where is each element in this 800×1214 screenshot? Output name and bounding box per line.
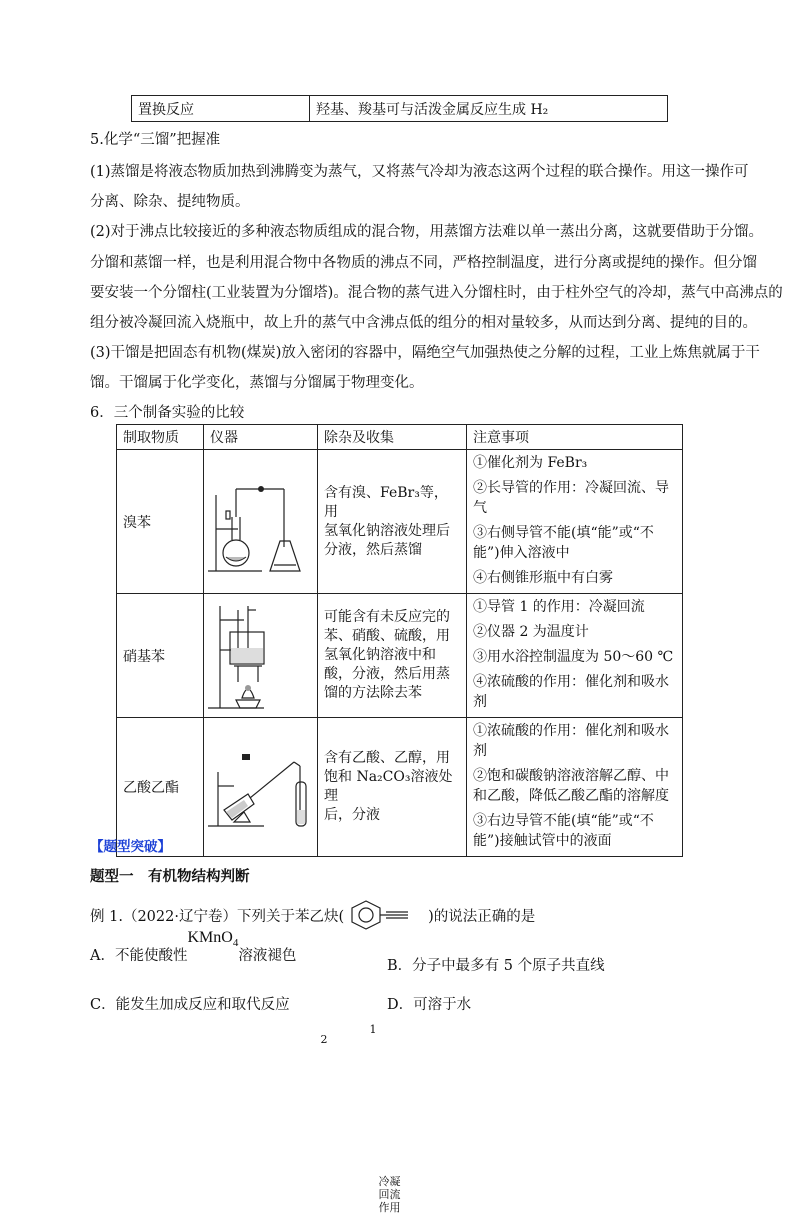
apparatus-label-1: 1 <box>369 1022 377 1036</box>
top-table <box>131 95 668 122</box>
option-b: B．分子中最多有 5 个原子共直线 <box>387 958 605 974</box>
kmno4-sub: 4 <box>232 937 239 949</box>
apparatus-label-line: 作用 <box>378 1200 401 1214</box>
note-line: ③用水浴控制温度为 50～60 ℃ <box>473 649 674 665</box>
row-name-nitrobenzene: 硝基苯 <box>117 594 204 718</box>
purify-line: 后，分液 <box>324 807 380 823</box>
section5-p4-line1: (3)干馏是把固态有机物(煤炭)放入密闭的容器中，隔绝空气加强热使之分解的过程，工业上炼焦就属于干 <box>90 345 760 361</box>
note-line: 能”)接触试管中的液面 <box>473 833 612 849</box>
purify-line: 氢氧化钠溶液处理后 <box>324 522 450 539</box>
purify-line: 含有溴、FeBr₃等，用 <box>324 484 448 520</box>
option-a-suffix: 溶液褪色 <box>238 948 297 964</box>
apparatus-label-condense <box>379 1175 401 1214</box>
header-substance: 制取物质 <box>117 425 204 450</box>
apparatus-label-2: 2 <box>320 1032 328 1046</box>
purify-line: 含有乙酸、乙醇，用 <box>324 750 450 766</box>
option-d: D．可溶于水 <box>387 997 472 1013</box>
notes-cell <box>467 450 683 594</box>
note-line: ①催化剂为 FeBr₃ <box>473 455 588 471</box>
option-a-prefix: A．不能使酸性 <box>90 948 188 964</box>
option-a <box>90 928 297 967</box>
section5-p3-line1: 分馏和蒸馏一样，也是利用混合物中各物质的沸点不同，严格控制温度，进行分离或提纯的操作。但分馏 <box>90 255 757 271</box>
apparatus-cell <box>204 450 318 594</box>
example-suffix: )的说法正确的是 <box>428 908 536 925</box>
note-line: 剂 <box>473 694 487 710</box>
note-line: ②长导管的作用：冷凝回流、导 <box>473 480 669 496</box>
purify-line: 馏的方法除去苯 <box>324 685 422 701</box>
purify-line: 酸，分液，然后用蒸 <box>324 666 450 682</box>
question-type-title: 题型一 有机物结构判断 <box>90 868 250 885</box>
row-name-ethyl-acetate: 乙酸乙酯 <box>117 718 204 857</box>
kmno4-text: KMnO <box>187 928 233 946</box>
note-line: ②仪器 2 为温度计 <box>473 624 589 640</box>
phenylacetylene-structure-icon <box>346 898 426 932</box>
purify-cell <box>318 718 467 857</box>
purify-line: 苯、硝酸、硫酸，用 <box>324 628 450 644</box>
section6-heading: 6．三个制备实验的比较 <box>90 405 245 421</box>
purify-line: 分液，然后蒸馏 <box>324 541 422 558</box>
section5-heading: 5.化学“三馏”把握准 <box>90 132 221 148</box>
notes-cell <box>467 718 683 857</box>
section5-p2-line1: (2)对于沸点比较接近的多种液态物质组成的混合物，用蒸馏方法难以单一蒸出分离，这就要借助于分馏。 <box>90 224 764 240</box>
option-a-formula <box>187 929 238 949</box>
purify-cell <box>318 594 467 718</box>
apparatus-label-line: 回流 <box>378 1187 401 1201</box>
nitrobenzene-apparatus-diagram <box>204 600 316 712</box>
note-line: ③右侧导管不能(填“能”或“不 <box>473 525 654 541</box>
header-purification: 除杂及收集 <box>318 425 467 450</box>
bromobenzene-apparatus-diagram <box>204 467 316 577</box>
example-1 <box>90 898 535 932</box>
section5-p1-line2: 分离、除杂、提纯物质。 <box>90 194 250 210</box>
header-notes: 注意事项 <box>467 425 683 450</box>
note-line: 剂 <box>473 743 487 759</box>
table-row <box>117 718 683 857</box>
purify-line: 氢氧化钠溶液中和 <box>324 647 436 663</box>
note-line: 能”)伸入溶液中 <box>473 545 570 561</box>
top-table-cell-2: 羟基、羧基可与活泼金属反应生成 H₂ <box>310 96 668 122</box>
top-table-cell-1: 置换反应 <box>132 96 310 122</box>
example-prefix: 例 1.（2022·辽宁卷）下列关于苯乙炔( <box>90 908 345 925</box>
notes-cell <box>467 594 683 718</box>
note-line: 气 <box>473 500 487 516</box>
note-line: ①导管 1 的作用：冷凝回流 <box>473 599 645 615</box>
section5-p3-line3: 组分被冷凝回流入烧瓶中，故上升的蒸气中含沸点低的组分的相对量较多，从而达到分离、提纯的目的。 <box>90 315 757 331</box>
note-line: ①浓硫酸的作用：催化剂和吸水 <box>473 723 669 739</box>
table-row <box>117 594 683 718</box>
note-line: ④右侧锥形瓶中有白雾 <box>473 570 613 586</box>
apparatus-label-line: 冷凝 <box>378 1174 401 1188</box>
table-row <box>117 450 683 594</box>
purify-cell <box>318 450 467 594</box>
row-name-bromobenzene: 溴苯 <box>117 450 204 594</box>
purify-line: 饱和 Na₂CO₃溶液处理 <box>324 769 453 804</box>
note-line: ②饱和碳酸钠溶液溶解乙醇、中 <box>473 768 669 784</box>
breakthrough-tag: 【题型突破】 <box>90 839 171 855</box>
header-apparatus: 仪器 <box>204 425 318 450</box>
note-line: 和乙酸，降低乙酸乙酯的溶解度 <box>473 788 669 804</box>
section5-p1-line1: (1)蒸馏是将液态物质加热到沸腾变为蒸气，又将蒸气冷却为液态这两个过程的联合操作。用这一操作可 <box>90 164 749 180</box>
table-header-row <box>117 425 683 450</box>
note-line: ④浓硫酸的作用：催化剂和吸水 <box>473 674 669 690</box>
purify-line: 可能含有未反应完的 <box>324 609 450 625</box>
section5-p3-line2: 要安装一个分馏柱(工业装置为分馏塔)。混合物的蒸气进入分馏柱时，由于柱外空气的冷却，蒸气中高沸点的 <box>90 285 783 301</box>
ethyl-acetate-apparatus-diagram <box>204 742 316 832</box>
note-line: ③右边导管不能(填“能”或“不 <box>473 813 654 829</box>
option-c: C．能发生加成反应和取代反应 <box>90 997 290 1013</box>
section5-p4-line2: 馏。干馏属于化学变化，蒸馏与分馏属于物理变化。 <box>90 375 424 391</box>
